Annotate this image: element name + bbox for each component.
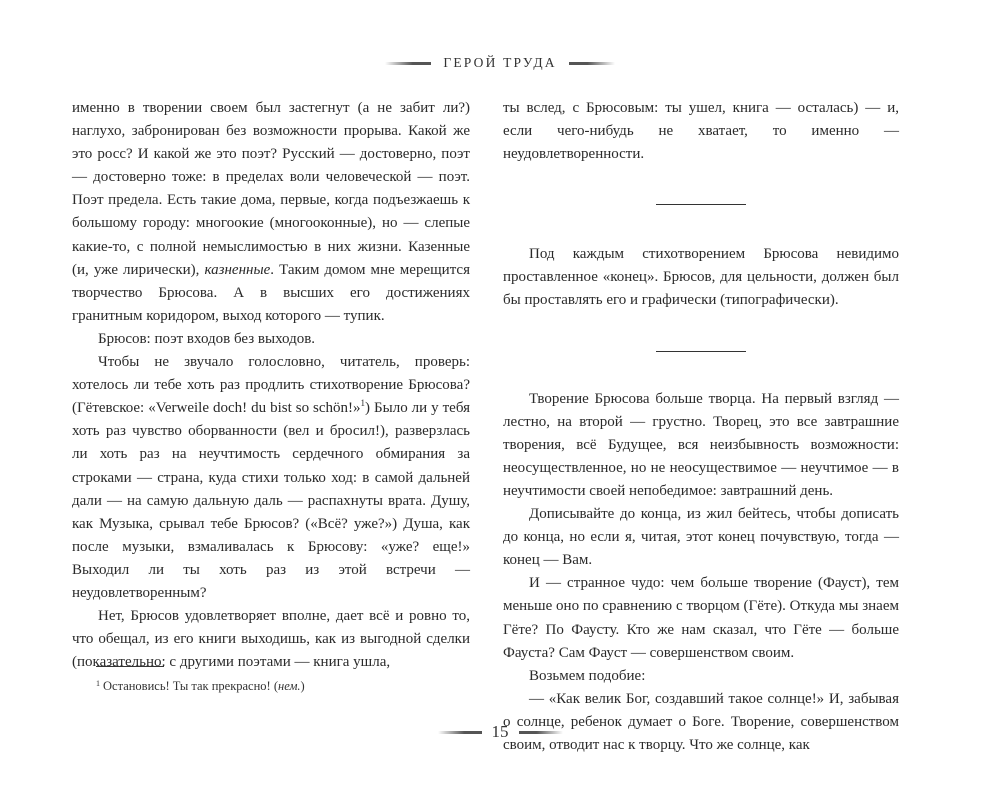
left-paragraph-1: именно в творении своем был застегнут (а не забит ли?) наглухо, забронирован без возможности прорыва. Какой же это росс? И какой же это поэт? Русский — достоверно, поэт — достоверно тоже: в пределах воли человеческой — поэт. Поэт предела. Есть такие дома, первые, когда подъезжаешь к большому городу: многоокие (многооконные), но — слепые какие-то, с полной немыслимостью в них жизни. Казенные (и, уже лирически), казненные. Таким домом мне мерещится творчество Брюсова. А в высших его достижениях гранитным коридором, выход которого — тупик. [72,100,470,324]
footnote-rule [96,666,164,667]
right-paragraph-3: Творение Брюсова больше творца. На первый взгляд — лестно, на второй — грустно. Творец, это все завтрашние творения, всё Будущее, вся неизбывность возможности: неосуществленное, но не неосуществимое — неучтимое — в неучтимости своей непобедимое: завтрашний день. [503,390,899,499]
right-paragraph-1: ты вслед, с Брюсовым: ты ушел, книга — осталась) — и, если чего-нибудь не хватает, то именно — неудовлетворенности. [503,100,899,163]
right-paragraph-5: И — странное чудо: чем больше творение (Фауст), тем меньше оно по сравнению с творцом (Гёте). Откуда мы знаем Гёте? По Фаусту. Кто же нам сказал, что Гёте — больше Фауста? Сам Фауст — совершенством своим. [503,575,899,661]
running-header [0,55,1000,71]
footnote: $^1$ Остановись! Ты так прекрасно! (нем.) [96,679,305,693]
left-column [72,97,470,674]
right-paragraph-6: Возьмем подобие: [529,667,646,684]
section-divider [656,351,746,352]
footer-ornament-right [519,731,563,734]
page-footer [0,722,1000,742]
footnote-number: 1 [96,679,100,688]
header-ornament-left [385,62,431,65]
right-paragraph-7: — «Как велик Бог, создавший такое солнце!» И, забывая о солнце, ребенок думает о Боге. Творение, совершенством своим, отводит нас к творцу. Что же солнце, как [503,690,899,753]
left-paragraph-2: Брюсов: поэт входов без выходов. [98,330,316,347]
footer-ornament-left [438,731,482,734]
page-number: 15 [491,722,509,741]
left-paragraph-4: Нет, Брюсов удовлетворяет вполне, дает всё и ровно то, что обещал, из его книги выходишь, как из выгодной сделки (показательно: с другими поэтами — книга ушла, [72,608,470,671]
section-divider [656,204,746,205]
header-ornament-right [569,62,615,65]
footnote-reference[interactable]: 1 [360,398,366,409]
right-paragraph-4: Дописывайте до конца, из жил бейтесь, чтобы дописать до конца, но если я, читая, этот конец почувствую, тогда — конец — Вам. [503,506,899,569]
right-paragraph-2: Под каждым стихотворением Брюсова невидимо проставленное «конец». Брюсов, для цельности, должен был бы проставлять его и графически (типографически). [503,246,899,309]
right-column [503,97,899,757]
italic-word: казненные [204,261,271,278]
running-header-title: ГЕРОЙ ТРУДА [443,55,557,70]
left-paragraph-3: Чтобы не звучало голословно, читатель, проверь: хотелось ли тебе хоть раз продлить стихотворение Брюсова? (Гётевское: «Verweile doch! du bist so schön!»$^1$) Было ли у тебя хоть раз чувство оборванности (вел и бросил!), разверзлась ли хоть раз на неучтимость сердечного обмирания за строками — страна, куда стихи только ход: в самой дальней дали — на самую дальную даль — распахнуты врата. Душу, как Музыка, срывал тебе Брюсов? («Всё? уже?») Душа, как после музыки, взмаливалась к Брюсову: «уже? еще!» Выходил ли ты хоть раз из этой встречи — неудовлетворенным? [72,354,471,601]
